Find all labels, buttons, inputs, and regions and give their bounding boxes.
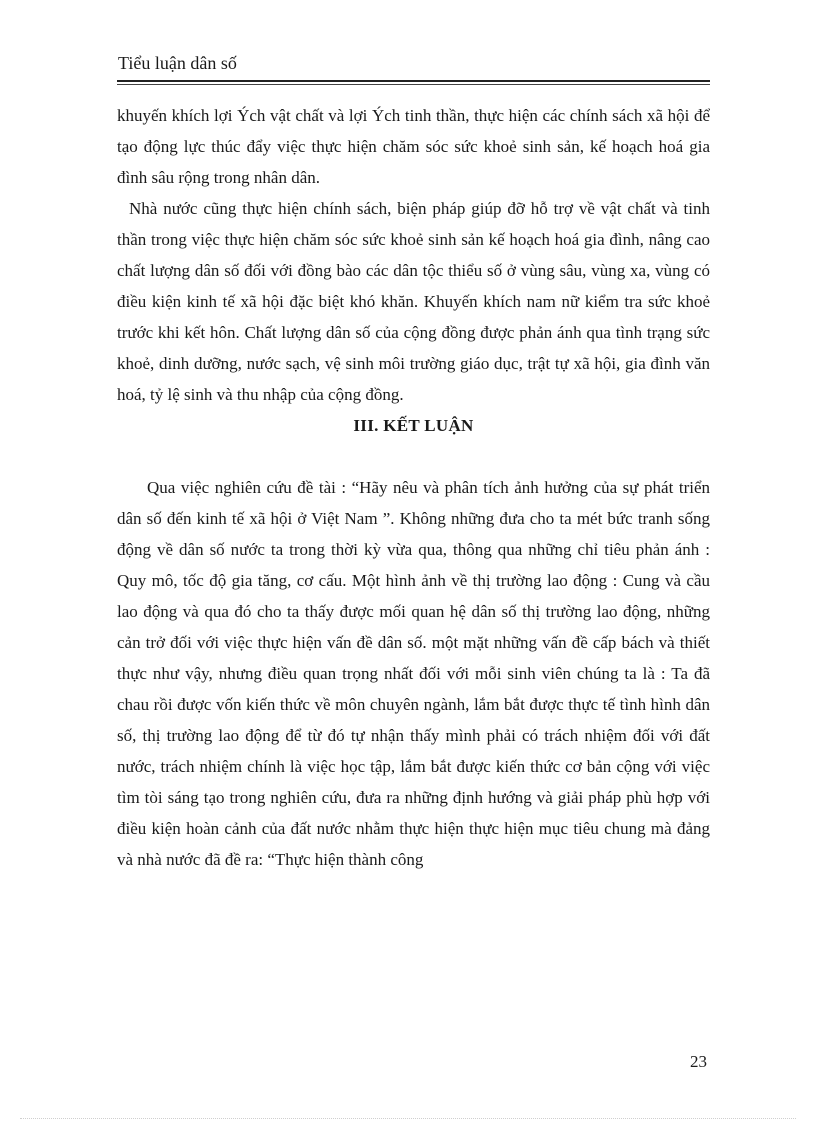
paragraph-conclusion: Qua việc nghiên cứu đề tài : “Hãy nêu và phân tích ảnh hưởng của sự phát triển dân số đến kinh tế xã hội ở Việt Nam ”. Không những đưa cho ta mét bức tranh sống động về dân số nước ta trong thời kỳ vừa qua, thông qua những chỉ tiêu phản ánh : Quy mô, tốc độ gia tăng, cơ cấu. Một hình ảnh về thị trường lao động : Cung và cầu lao động và qua đó cho ta thấy được mối quan hệ dân số thị trường lao động, những cản trở đối với việc thực hiện vấn đề dân số. một mặt những vấn đề cấp bách và thiết thực như vậy, nhưng điều quan trọng nhất đối với mỗi sinh viên chúng ta là : Ta đã chau rồi được vốn kiến thức về môn chuyên ngành, lắm bắt được thực tế tình hình dân số, thị trường lao động để từ đó tự nhận thấy mình phải có trách nhiệm đối với đất nước, trách nhiệm chính là việc học tập, lắm bắt được kiến thức cơ bản cộng với việc tìm tòi sáng tạo trong nghiên cứu, đưa ra những định hướng và giải pháp phù hợp với điều kiện hoàn cảnh của đất nước nhằm thực hiện thực hiện mục tiêu chung mà đảng và nhà nước đã đề ra: “Thực hiện thành công — [117, 478, 710, 869]
header-title: Tiểu luận dân số — [118, 53, 237, 73]
footer-divider — [20, 1118, 796, 1119]
header-rule — [117, 80, 710, 85]
page-number: 23 — [690, 1052, 707, 1071]
document-body — [117, 100, 710, 875]
heading-spacer — [117, 441, 710, 472]
paragraph-continuation: khuyến khích lợi Ých vật chất và lợi Ých tinh thần, thực hiện các chính sách xã hội để tạo động lực thúc đẩy việc thực hiện chăm sóc sức khoẻ sinh sản, kế hoạch hoá gia đình sâu rộng trong nhân dân. — [117, 106, 710, 187]
paragraph-policy: Nhà nước cũng thực hiện chính sách, biện pháp giúp đỡ hỗ trợ về vật chất và tinh thần trong việc thực hiện chăm sóc sức khoẻ sinh sản kế hoạch hoá gia đình, nâng cao chất lượng dân số đối với đồng bào các dân tộc thiểu số ở vùng sâu, vùng xa, vùng có điều kiện kinh tế xã hội đặc biệt khó khăn. Khuyến khích nam nữ kiểm tra sức khoẻ trước khi kết hôn. Chất lượng dân số của cộng đồng được phản ánh qua tình trạng sức khoẻ, dinh dưỡng, nước sạch, vệ sinh môi trường giáo dục, trật tự xã hội, gia đình văn hoá, tỷ lệ sinh và thu nhập của cộng đồng. — [117, 199, 710, 404]
page-header — [117, 52, 710, 85]
section-heading: III. KẾT LUẬN — [353, 416, 474, 435]
